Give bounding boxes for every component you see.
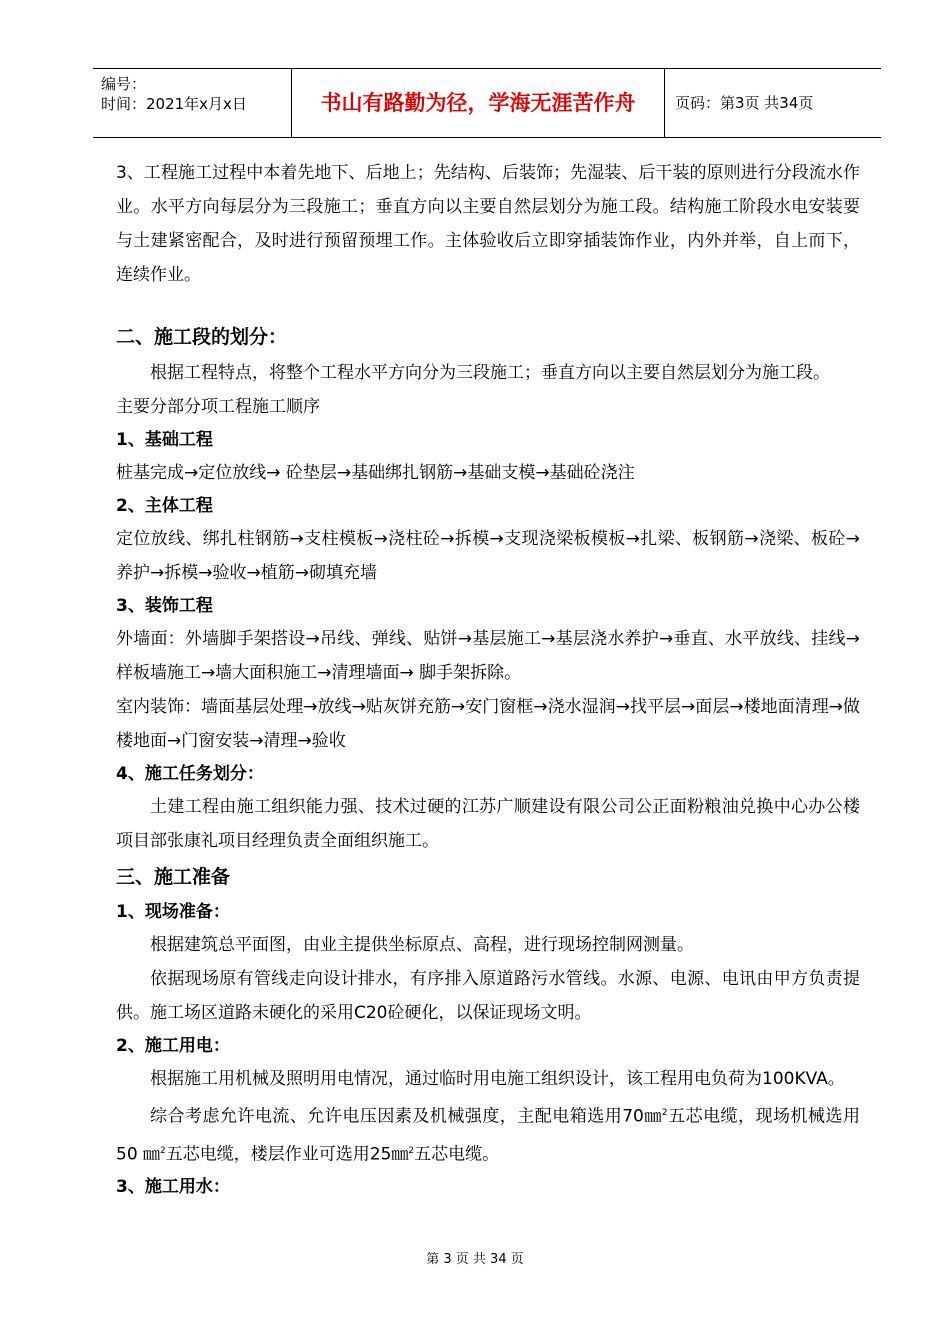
subheading: 2、施工用电： xyxy=(116,1036,230,1056)
subheading: 3、施工用水： xyxy=(116,1177,230,1198)
page-header xyxy=(93,68,881,138)
superscript: 2 xyxy=(661,1108,668,1118)
paragraph: 室内装饰：墙面基层处理→放线→贴灰饼充筋→安门窗框→浇水湿润→找平层→面层→楼地面清理→做楼地面→门窗安装→清理→验收 xyxy=(116,697,860,751)
page-footer: 第 3 页 共 34 页 xyxy=(426,1252,524,1267)
paragraph: 根据施工用机械及照明用电情况，通过临时用电施工组织设计，该工程用电负荷为100KVA。 xyxy=(150,1069,845,1089)
paragraph: 定位放线、绑扎柱钢筋→支柱模板→浇柱砼→拆模→支现浇梁板模板→扎梁、板钢筋→浇梁、板砼→养护→拆模→验收→植筋→砌填充墙 xyxy=(116,529,860,583)
paragraph: 桩基完成→定位放线→ 砼垫层→基础绑扎钢筋→基础支模→基础砼浇注 xyxy=(116,463,635,483)
paragraph: 根据建筑总平面图，由业主提供坐标原点、高程，进行现场控制网测量。 xyxy=(150,935,694,955)
number-label: 编号： xyxy=(101,75,147,93)
subheading: 3、装饰工程 xyxy=(116,596,213,616)
paragraph: 3、工程施工过程中本着先地下、后地上；先结构、后装饰；先湿装、后干装的原则进行分段流水作业。水平方向每层分为三段施工；垂直方向以主要自然层划分为施工段。结构施工阶段水电安装要与土建紧密配合，及时进行预留预埋工作。主体验收后立即穿插装饰作业，内外并举，自上而下，连续作业。 xyxy=(116,163,860,285)
paragraph: 依据现场原有管线走向设计排水，有序排入原道路污水管线。水源、电源、电讯由甲方负责提供。施工场区道路未硬化的采用C20砼硬化，以保证现场文明。 xyxy=(116,969,860,1023)
header-meta-cell xyxy=(93,69,292,137)
text-run: 综合考虑允许电流、允许电压因素及机械强度，主配电箱选用70㎜ xyxy=(150,1106,662,1127)
superscript: 2 xyxy=(408,1145,415,1156)
text-run: 五芯电缆。 xyxy=(414,1144,500,1165)
paragraph: 外墙面：外墙脚手架搭设→吊线、弹线、贴饼→基层施工→基层浇水养护→垂直、水平放线、挂线→样板墙施工→墙大面积施工→清理墙面→ 脚手架拆除。 xyxy=(116,629,860,683)
paragraph: 根据工程特点，将整个工程水平方向分为三段施工；垂直方向以主要自然层划分为施工段。 xyxy=(150,363,830,383)
text-run: 五芯电缆，楼层作业可选用25㎜ xyxy=(165,1144,409,1165)
subheading: 1、现场准备： xyxy=(116,902,230,922)
header-page-label: 页码：第3页 共34页 xyxy=(675,94,814,112)
section-heading: 三、施工准备 xyxy=(116,866,231,888)
time-label: 时间：2021年x月x日 xyxy=(101,95,247,113)
superscript: 2 xyxy=(160,1145,166,1156)
subheading: 2、主体工程 xyxy=(116,496,213,516)
subheading: 4、施工任务划分： xyxy=(116,764,264,784)
paragraph: 主要分部分项工程施工顺序 xyxy=(116,397,320,417)
header-motto: 书山有路勤为径，学海无涯苦作舟 xyxy=(292,69,665,137)
document-body xyxy=(116,156,860,1203)
text-run: 五芯电缆，现场机械选用50 ㎜ xyxy=(116,1106,860,1165)
section-heading: 二、施工段的划分： xyxy=(116,326,288,348)
subheading: 1、基础工程 xyxy=(116,430,213,450)
paragraph xyxy=(116,1096,860,1171)
paragraph: 土建工程由施工组织能力强、技术过硬的江苏广顺建设有限公司公正面粉粮油兑换中心办公楼项目部张康礼项目经理负责全面组织施工。 xyxy=(116,797,860,851)
